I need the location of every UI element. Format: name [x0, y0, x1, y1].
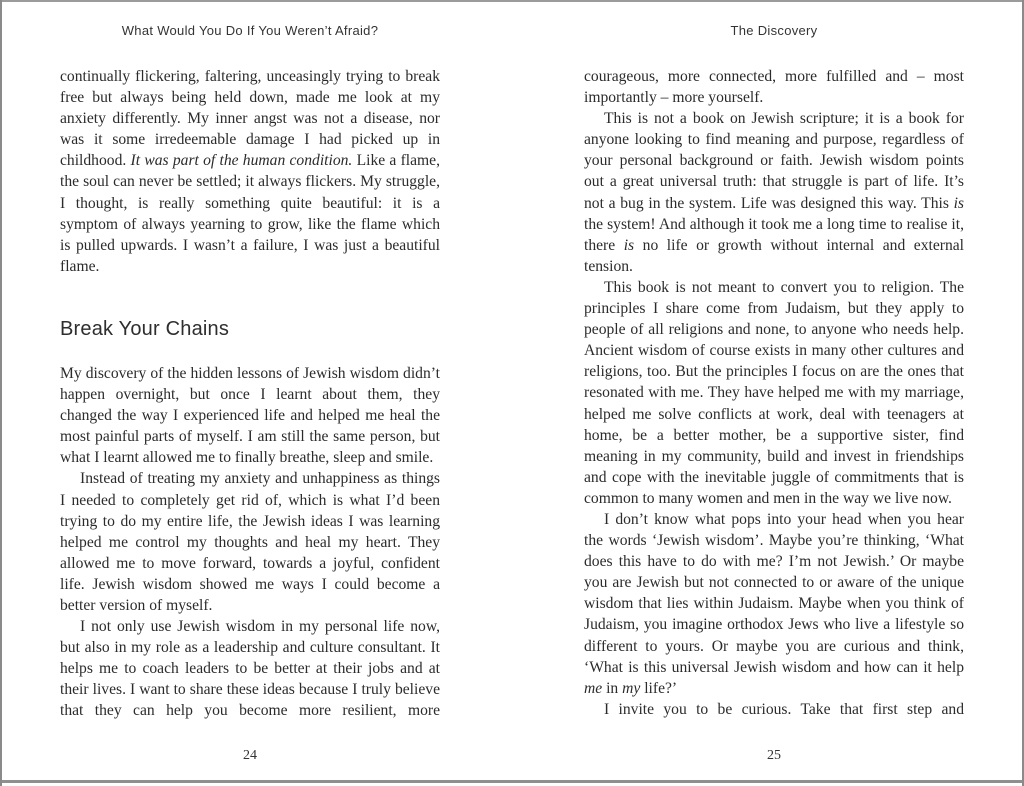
- body-text: I don’t know what pops into your head when you hear the words ‘Jewish wisdom’. Maybe you’re thinking, ‘What does this have to do with me? I’m not Jewish.’ Or maybe you are Jewish but not connected to or aware of the unique wisdom that lies within Judaism. Maybe when you think of Judaism, you imagine orthodox Jews who live a lifestyle so different to yours. Or maybe you are curious and think, ‘What is this universal Jewish wisdom and how can it help: [584, 510, 964, 676]
- body-text: the system! And although it took me a long time to realise it, there: [584, 215, 964, 254]
- paragraph: [60, 363, 440, 468]
- paragraph: [584, 699, 964, 720]
- body-text: Like a flame, the soul can never be settled; it always flickers. My struggle, I thought, is really something quite beautiful: it is a symptom of always yearning to grow, like the flame which is pulled upwards. I wasn’t a failure, I was just a beautiful flame.: [60, 152, 440, 275]
- body-text: I not only use Jewish wisdom in my personal life now, but also in my role as a leadership and culture consultant. It helps me to coach leaders to be better at their jobs and at their lives. I want to share these ideas because I truly believe that they can help you become more resilient, more: [60, 618, 440, 720]
- italic-text: my: [622, 679, 641, 697]
- frame-border-left: [0, 0, 2, 786]
- body-text: My discovery of the hidden lessons of Jewish wisdom didn’t happen overnight, but once I learnt about them, they changed the way I experienced life and helped me heal the most painful parts of myself. I am still the same person, but what I learnt allowed me to finally breathe, sleep and smile.: [60, 364, 440, 467]
- italic-text: me: [584, 679, 603, 697]
- paragraph: [584, 277, 964, 509]
- italic-text: It was part of the human condition.: [130, 152, 353, 170]
- body-text: This is not a book on Jewish scripture; it is a book for anyone looking to find meaning and purpose, regardless of your personal background or faith. Jewish wisdom points out a great universal truth: that struggle is part of life. It’s not a bug in the system. Life was designed this way. This: [584, 110, 964, 212]
- right-page-text: [584, 66, 964, 750]
- body-text: This book is not meant to convert you to religion. The principles I share come from Judaism, but they apply to people of all religions and none, to anyone who needs help. Ancient wisdom of course exists in many other cultures and religions, too. But the principles I focus on are the ones that resonated with me. They have helped me with my marriage, helped me solve conflicts at work, deal with teenagers at home, be a better mother, be a supportive sister, find meaning in my community, build and invest in friendships and cope with the inevitable juggle of commitments that is common to many women and men in the way we live now.: [584, 278, 964, 507]
- body-text: no life or growth without internal and external tension.: [584, 236, 964, 275]
- body-text: life?’: [640, 679, 678, 697]
- frame-border-top: [0, 0, 1024, 2]
- body-text: continually flickering, faltering, unceasingly trying to break free but always being held down, made me look at my anxiety differently. My inner angst was not a disease, nor was it some irredeemable damage I had picked up in childhood.: [60, 68, 440, 170]
- italic-text: is: [953, 194, 964, 212]
- paragraph: [584, 108, 964, 277]
- paragraph: [60, 616, 440, 721]
- paragraph: [584, 509, 964, 699]
- left-page-text: [60, 66, 440, 750]
- body-text: courageous, more connected, more fulfilled and – most importantly – more yourself.: [584, 68, 964, 107]
- running-head-left: What Would You Do If You Weren’t Afraid?: [121, 23, 379, 38]
- frame-border-bottom: [0, 780, 1024, 783]
- body-text: I invite you to be curious. Take that first step and: [604, 700, 964, 718]
- body-text: Instead of treating my anxiety and unhappiness as things I needed to completely get rid of, which is what I’d been trying to do my entire life, the Jewish ideas I was learning helped me control my thoughts and heal my heart. They allowed me to move forward, towards a joyful, confident life. Jewish wisdom showed me ways I could become a better version of myself.: [60, 470, 440, 614]
- page-number-left: 24: [243, 748, 257, 763]
- body-text: in: [602, 679, 623, 697]
- section-heading: Break Your Chains: [60, 317, 230, 340]
- paragraph: [584, 66, 964, 108]
- page-number-right: 25: [767, 748, 781, 763]
- running-head-right: The Discovery: [730, 23, 818, 38]
- paragraph: [60, 468, 440, 616]
- italic-text: is: [623, 236, 635, 254]
- paragraph: [60, 66, 440, 277]
